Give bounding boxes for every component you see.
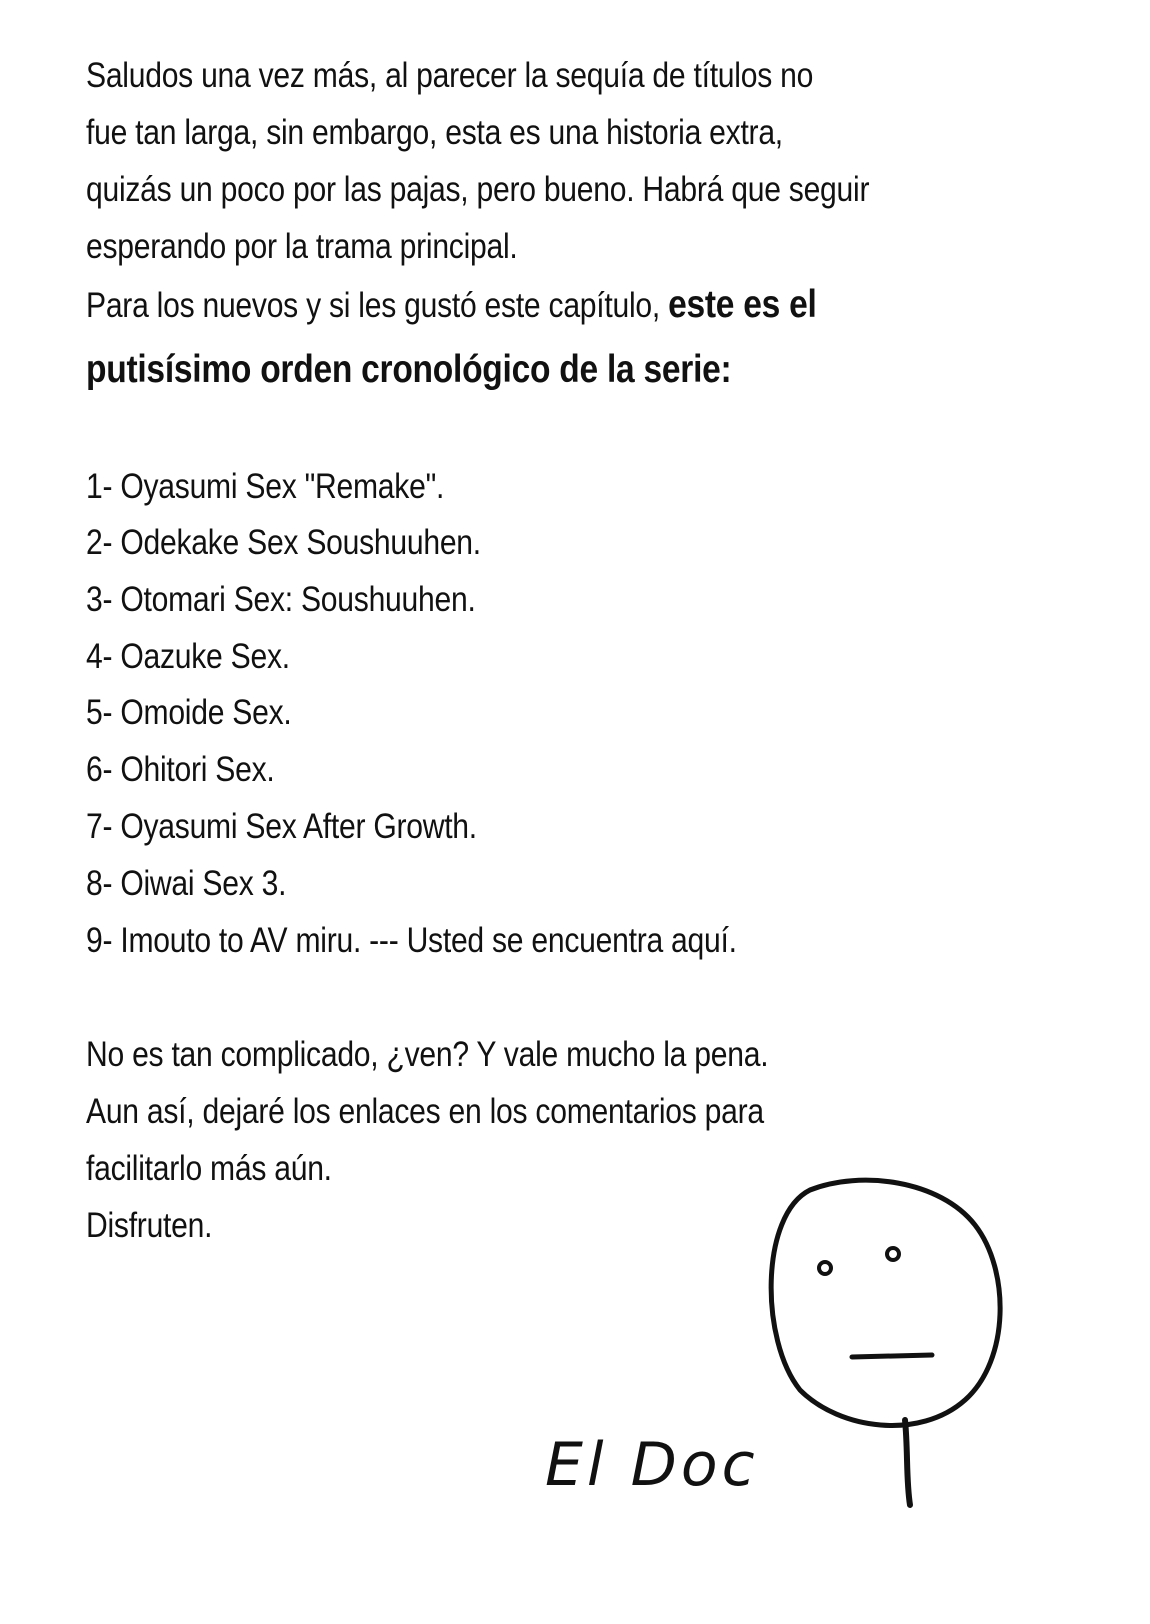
list-item: 9- Imouto to AV miru. --- Usted se encuentra aquí. <box>86 921 737 960</box>
intro-line-3: quizás un poco por las pajas, pero bueno. Habrá que seguir <box>86 170 870 209</box>
closing-line-4: Disfruten. <box>86 1206 213 1245</box>
list-item: 8- Oiwai Sex 3. <box>86 864 287 903</box>
list-item: 3- Otomari Sex: Soushuuhen. <box>86 580 476 619</box>
intro-line-6: putisísimo orden cronológico de la serie: <box>86 348 732 391</box>
list-item: 2- Odekake Sex Soushuuhen. <box>86 523 481 562</box>
intro-line-1: Saludos una vez más, al parecer la sequía de títulos no <box>86 56 814 95</box>
list-item: 5- Omoide Sex. <box>86 693 292 732</box>
closing-line-2: Aun así, dejaré los enlaces en los comentarios para <box>86 1092 764 1131</box>
list-item: 7- Oyasumi Sex After Growth. <box>86 807 477 846</box>
intro-line-5-bold: este es el <box>668 283 817 326</box>
closing-line-3: facilitarlo más aún. <box>86 1149 332 1188</box>
list-item: 1- Oyasumi Sex "Remake". <box>86 467 445 506</box>
intro-line-4: esperando por la trama principal. <box>86 227 518 266</box>
list-item: 4- Oazuke Sex. <box>86 637 290 676</box>
signature: El Doc <box>545 1430 759 1500</box>
closing-line-1: No es tan complicado, ¿ven? Y vale mucho la pena. <box>86 1035 769 1074</box>
intro-line-2: fue tan larga, sin embargo, esta es una historia extra, <box>86 113 783 152</box>
list-item: 6- Ohitori Sex. <box>86 750 275 789</box>
intro-line-5-text: Para los nuevos y si les gustó este capítulo, <box>86 286 669 325</box>
